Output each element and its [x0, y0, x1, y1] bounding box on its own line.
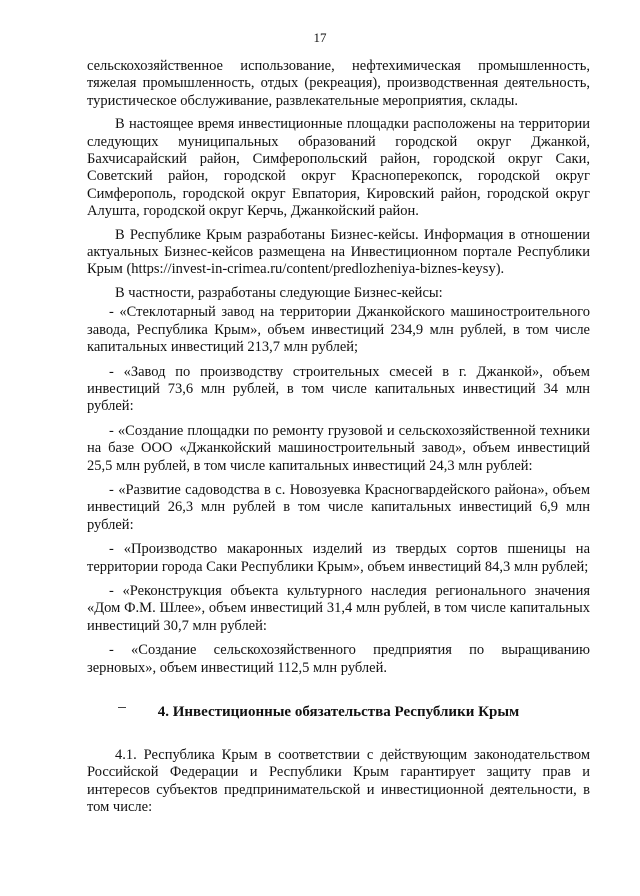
section-heading: 4. Инвестиционные обязательства Республики Крым: [157, 704, 520, 720]
paragraph-business-cases-intro: В Республике Крым разработаны Бизнес-кейсы. Информация в отношении актуальных Бизнес-кейсов размещена на Инвестиционном портале Республики Крым (https://invest-in-crimea.ru/content/predlozheniya-biznes-keysy).: [87, 226, 590, 278]
list-item: - «Развитие садоводства в с. Новозуевка Красногвардейского района», объем инвестиций 26,3 млн рублей в том числе капитальных инвестиций 6,9 млн рублей:: [87, 481, 590, 533]
paragraph-business-cases-lead: В частности, разработаны следующие Бизнес-кейсы:: [115, 284, 443, 301]
list-item: - «Создание площадки по ремонту грузовой и сельскохозяйственной техники на базе ООО «Джанкойский машиностроительный завод», объем инвестиций 25,5 млн рублей, в том числе капитальных инвестиций 24,3 млн рублей:: [87, 422, 590, 474]
list-item: - «Реконструкция объекта культурного наследия регионального значения «Дом Ф.М. Шлее», объем инвестиций 31,4 млн рублей, в том числе капитальных инвестиций 30,7 млн рублей:: [87, 582, 590, 634]
page-body: [87, 58, 590, 823]
business-cases-list: [87, 304, 590, 677]
paragraph-guarantees: 4.1. Республика Крым в соответствии с действующим законодательством Российской Федерации и Республики Крым гарантирует защиту прав и интересов субъектов предпринимательской и инвестиционной деятельности, в том числе:: [87, 747, 590, 816]
paragraph-land-use: сельскохозяйственное использование, нефтехимическая промышленность, тяжелая промышленность, отдых (рекреация), производственная деятельность, туристическое обслуживание, развлекательные мероприятия, склады.: [87, 58, 590, 109]
paragraph-investment-sites: В настоящее время инвестиционные площадки расположены на территории следующих муниципальных образований городской округ Джанкой, Бахчисарайский район, Симферопольский район, городской округ Саки, Советский район, городской округ Красноперекопск, городской округ Симферополь, городской округ Евпатория, Кировский район, городской округ Алушта, городской округ Керчь, Джанкойский район.: [87, 116, 590, 220]
list-item: - «Создание сельскохозяйственного предприятия по выращиванию зерновых», объем инвестиций 112,5 млн рублей.: [87, 642, 590, 676]
list-item: - «Производство макаронных изделий из твердых сортов пшеницы на территории города Саки Республики Крым», объем инвестиций 84,3 млн рублей;: [87, 541, 590, 575]
scan-artifact: [118, 707, 126, 708]
page-number: 17: [313, 30, 327, 45]
list-item: - «Стеклотарный завод на территории Джанкойского машиностроительного завода, Республика Крым», объем инвестиций 234,9 млн рублей, в том числе капитальных инвестиций 213,7 млн рублей;: [87, 304, 590, 356]
list-item: - «Завод по производству строительных смесей в г. Джанкой», объем инвестиций 73,6 млн рублей, в том числе капитальных инвестиций 34 млн рублей:: [87, 363, 590, 415]
